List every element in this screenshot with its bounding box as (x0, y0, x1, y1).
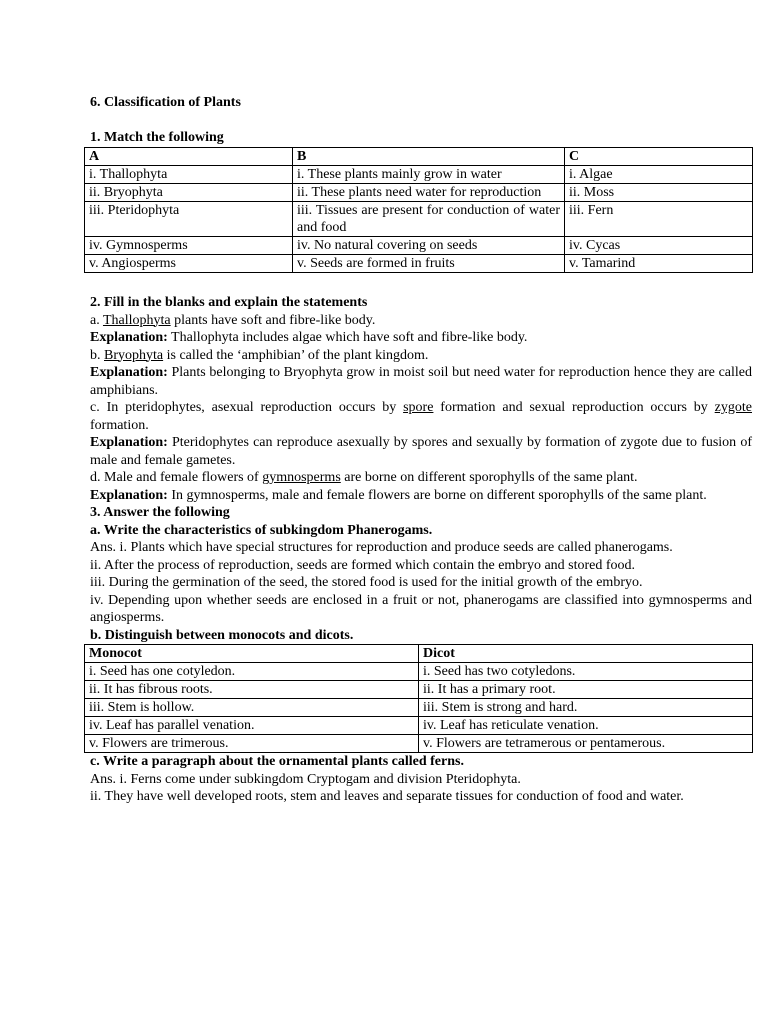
comparison-cell: iii. Stem is hollow. (85, 699, 419, 717)
match-cell: iii. Fern (565, 201, 753, 236)
match-cell: iii. Pteridophyta (85, 201, 293, 236)
match-cell: i. These plants mainly grow in water (293, 165, 565, 183)
statement-d (90, 469, 752, 487)
explanation-text: Pteridophytes can reproduce asexually by spores and sexually by formation of zygote due to fusion of male and female gametes. (90, 435, 752, 468)
match-header-b: B (293, 147, 565, 165)
explanation-label: Explanation: (90, 330, 168, 345)
explanation-label: Explanation: (90, 435, 168, 450)
comparison-cell: iv. Leaf has reticulate venation. (419, 717, 753, 735)
table-row (85, 735, 753, 753)
statement-text: c. In pteridophytes, asexual reproduction occurs by (90, 400, 404, 415)
explanation-b (90, 364, 752, 399)
comparison-cell: v. Flowers are trimerous. (85, 735, 419, 753)
q3b-question: b. Distinguish between monocots and dicots. (90, 627, 354, 643)
statement-c (90, 399, 752, 434)
blank-answer: Thallophyta (102, 312, 171, 328)
table-row (85, 201, 753, 236)
answer-line: iv. Depending upon whether seeds are enclosed in a fruit or not, phanerogams are classified into gymnosperms and angiosperms. (90, 592, 752, 625)
match-cell: iv. Cycas (565, 236, 753, 254)
statement-text: formation and sexual reproduction occurs by (433, 400, 715, 415)
comparison-cell: i. Seed has one cotyledon. (85, 663, 419, 681)
table-row (85, 183, 753, 201)
match-table-header (85, 147, 753, 165)
statement-text: are borne on different sporophylls of the same plant. (340, 470, 638, 485)
comparison-cell: iii. Stem is strong and hard. (419, 699, 753, 717)
statement-text: formation. (90, 417, 149, 433)
monocot-header: Monocot (85, 645, 419, 663)
comparison-cell: ii. It has fibrous roots. (85, 681, 419, 699)
match-cell: ii. Moss (565, 183, 753, 201)
comparison-cell: i. Seed has two cotyledons. (419, 663, 753, 681)
blank-answer: zygote (714, 400, 752, 415)
section-1 (90, 129, 752, 273)
q3c-question: c. Write a paragraph about the ornamental plants called ferns. (90, 754, 464, 769)
statement-text: a. (90, 312, 103, 328)
match-cell: v. Tamarind (565, 254, 753, 272)
statement-text: plants have soft and fibre-like body. (170, 312, 376, 328)
answer-line: Ans. i. Ferns come under subkingdom Cryptogam and division Pteridophyta. (90, 771, 521, 787)
match-header-c: C (565, 147, 753, 165)
match-cell: iv. Gymnosperms (85, 236, 293, 254)
comparison-cell: iv. Leaf has parallel venation. (85, 717, 419, 735)
section-2 (90, 294, 752, 806)
q3-heading: 3. Answer the following (90, 505, 230, 520)
blank-answer: Bryophyta (104, 347, 164, 363)
match-cell: i. Algae (565, 165, 753, 183)
chapter-title: 6. Classification of Plants (90, 95, 241, 110)
match-cell: v. Seeds are formed in fruits (293, 254, 565, 272)
blank-answer: spore (403, 400, 434, 415)
explanation-label: Explanation: (90, 365, 168, 380)
match-cell: ii. These plants need water for reproduction (293, 183, 565, 201)
statement-text: is called the ‘amphibian’ of the plant kingdom. (163, 347, 429, 363)
table-row (85, 699, 753, 717)
explanation-c (90, 434, 752, 469)
comparison-cell: v. Flowers are tetramerous or pentamerous. (419, 735, 753, 753)
match-cell: v. Angiosperms (85, 254, 293, 272)
monocot-dicot-table (84, 644, 753, 753)
explanation-text: Thallophyta includes algae which have soft and fibre-like body. (167, 330, 528, 345)
q1-heading: 1. Match the following (90, 130, 224, 145)
answer-line: Ans. i. Plants which have special structures for reproduction and produce seeds are called phanerogams. (90, 540, 673, 555)
table-row (85, 663, 753, 681)
explanation-label: Explanation: (90, 487, 168, 503)
match-header-a: A (85, 147, 293, 165)
answer-line: ii. After the process of reproduction, seeds are formed which contain the embryo and stored food. (90, 557, 636, 573)
dicot-header: Dicot (419, 645, 753, 663)
explanation-text: Plants belonging to Bryophyta grow in moist soil but need water for reproduction hence they are called amphibians. (90, 365, 752, 398)
comparison-table-header (85, 645, 753, 663)
comparison-cell: ii. It has a primary root. (419, 681, 753, 699)
explanation-d (90, 487, 752, 505)
statement-a (90, 312, 752, 330)
statement-b (90, 347, 752, 365)
match-cell: iii. Tissues are present for conduction of water and food (293, 201, 565, 236)
statement-text: b. (90, 347, 104, 363)
answer-line: iii. During the germination of the seed, the stored food is used for the initial growth of the embryo. (90, 575, 643, 590)
explanation-text: In gymnosperms, male and female flowers are borne on different sporophylls of the same plant. (167, 487, 707, 503)
answer-line: ii. They have well developed roots, stem and leaves and separate tissues for conduction of food and water. (90, 789, 684, 804)
table-row (85, 236, 753, 254)
match-cell: i. Thallophyta (85, 165, 293, 183)
q2-heading: 2. Fill in the blanks and explain the statements (90, 295, 368, 310)
table-row (85, 165, 753, 183)
match-cell: ii. Bryophyta (85, 183, 293, 201)
table-row (85, 254, 753, 272)
table-row (85, 681, 753, 699)
match-table (84, 147, 753, 273)
blank-answer: gymnosperms (262, 470, 341, 485)
explanation-a (90, 329, 752, 347)
q3a-question: a. Write the characteristics of subkingdom Phanerogams. (90, 522, 433, 538)
table-row (85, 717, 753, 735)
match-cell: iv. No natural covering on seeds (293, 236, 565, 254)
statement-text: d. Male and female flowers of (90, 470, 263, 485)
